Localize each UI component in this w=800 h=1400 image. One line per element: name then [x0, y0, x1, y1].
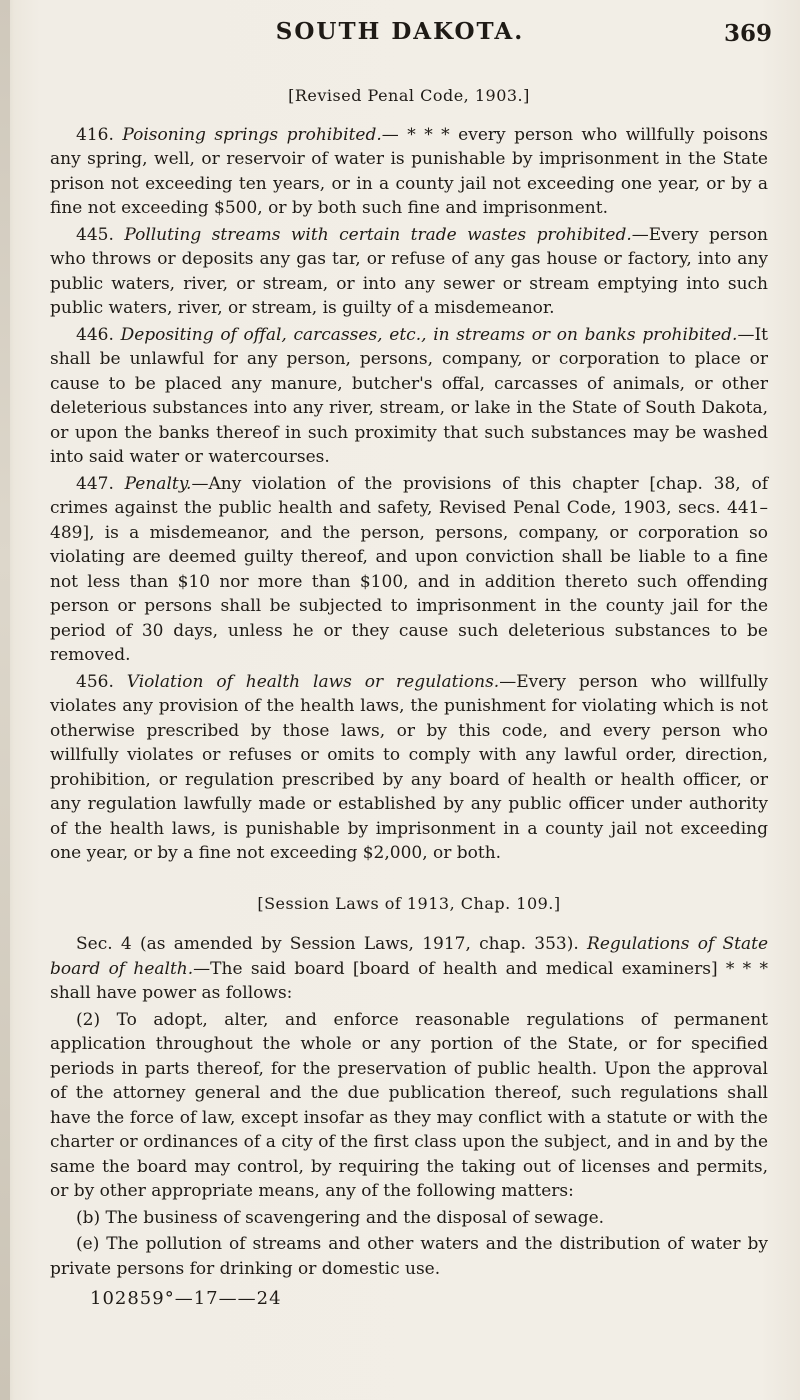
- section-446: [50, 323, 768, 470]
- section-number: 456.: [76, 671, 114, 692]
- source-heading-revised-penal-code: [Revised Penal Code, 1903.]: [288, 86, 530, 105]
- section-416: [50, 123, 768, 221]
- section-4-amended: [50, 932, 768, 1006]
- list-item-b: (b) The business of scavengering and the disposal of sewage.: [76, 1207, 605, 1228]
- page-header: [0, 18, 800, 58]
- section-456: [50, 670, 768, 866]
- section-caption: Violation of health laws or regulations.: [126, 671, 500, 692]
- section-caption: Polluting streams with certain trade wastes prohibited.: [124, 224, 632, 245]
- paragraph-2: (2) To adopt, alter, and enforce reasonable regulations of permanent application throughout the whole or any portion of the State, or for specified periods in parts thereof, for the preservation of public health. Upon the approval of the attorney general and the due publication thereof, such regulations shall have the force of law, except insofar as they may conflict with a statute or with the charter or ordinances of a city of the first class upon the subject, and in and by the same the board may control, by requiring the taking out of licenses and permits, or by other appropriate means, any of the following matters:: [50, 1009, 768, 1201]
- section-caption: Penalty.: [124, 473, 192, 494]
- section-text: —The said board [board of health and medical examiners] * * * shall have power as follows:: [50, 958, 768, 1003]
- section-caption: Poisoning springs prohibited.: [122, 124, 382, 145]
- section-text: —It shall be unlawful for any person, persons, company, or corporation to place or cause to be placed any manure, butcher's offal, carcasses of animals, or other deleterious substances into any river, stream, or lake in the State of South Dakota, or upon the banks thereof in such proximity that such substances may be washed into said water or watercourses.: [50, 324, 768, 467]
- section-number: 447.: [76, 473, 114, 494]
- list-item-e: (e) The pollution of streams and other waters and the distribution of water by private persons for drinking or domestic use.: [50, 1234, 768, 1279]
- section-text: — * * * every person who willfully poisons any spring, well, or reservoir of water is punishable by imprisonment in the State prison not exceeding ten years, or in a county jail not exceeding one year, or by a fine not exceeding $500, or by both such fine and imprisonment.: [50, 124, 768, 218]
- section-text: —Every person who willfully violates any provision of the health laws, the punishment for violating which is not otherwise prescribed by those laws, or by this code, and every person who willfully violates or refuses or omits to comply with any lawful order, direction, prohibition, or regulation prescribed by any board of health or health officer, or any regulation lawfully made or established by any public officer under authority of the health laws, is punishable by imprisonment in a county jail not exceeding one year, or by a fine not exceeding $2,000, or both.: [50, 671, 768, 863]
- section-text: —Any violation of the provisions of this chapter [chap. 38, of crimes against the public health and safety, Revised Penal Code, 1903, secs. 441–489], is a misdemeanor, and the person, persons, company, or corporation so violating are deemed guilty thereof, and upon conviction shall be liable to a fine not less than $10 nor more than $100, and in addition thereto such offending person or persons shall be subjected to imprisonment in the county jail for the period of 30 days, unless he or they cause such deleterious substances to be removed.: [50, 473, 768, 665]
- print-signature-code: 102859°—17——24: [90, 1288, 282, 1309]
- section-number: 416.: [76, 124, 114, 145]
- section-lead: Sec. 4 (as amended by Session Laws, 1917, chap. 353).: [76, 934, 579, 954]
- section-number: 446.: [76, 324, 114, 345]
- section-447: [50, 472, 768, 668]
- running-head: SOUTH DAKOTA.: [275, 18, 525, 45]
- page-binding-edge: [0, 0, 10, 1400]
- page-content: [50, 84, 768, 1312]
- section-caption: Regulations of State board of health.: [50, 934, 769, 979]
- section-caption: Depositing of offal, carcasses, etc., in streams or on banks prohibited.: [120, 324, 738, 345]
- section-number: 445.: [76, 224, 114, 245]
- section-text: —Every person who throws or deposits any gas tar, or refuse of any gas house or factory, into any public waters, river, or stream, or into any sewer or stream emptying into such public waters, river, or stream, is guilty of a misdemeanor.: [50, 224, 769, 318]
- section-445: [50, 223, 768, 321]
- page-number: 369: [723, 20, 772, 47]
- source-heading-session-laws-1913: [Session Laws of 1913, Chap. 109.]: [257, 893, 561, 913]
